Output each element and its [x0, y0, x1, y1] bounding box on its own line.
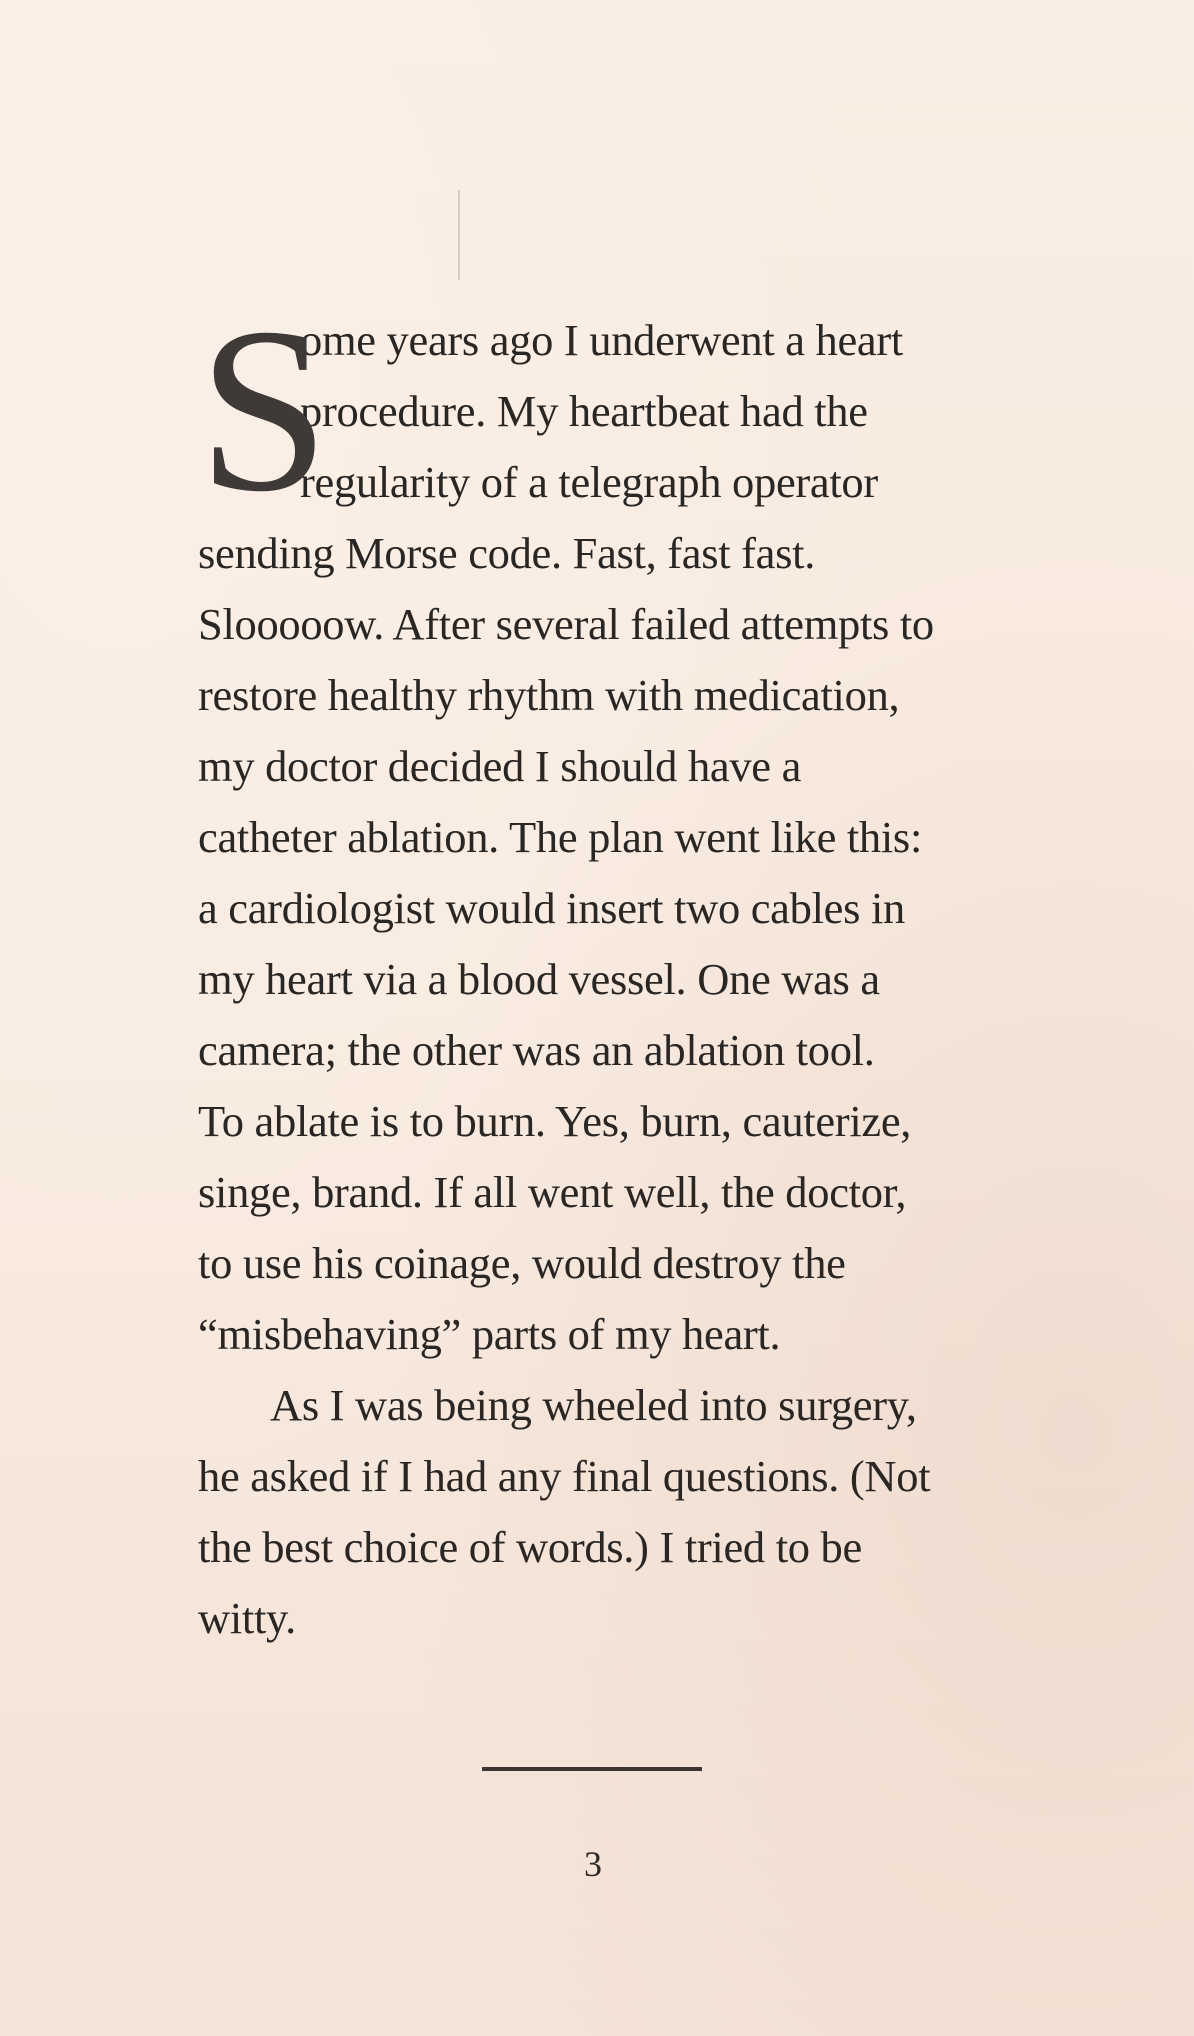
page-number: 3: [584, 1844, 602, 1884]
show-through-mark: [458, 190, 460, 280]
text-line: “misbehaving” parts of my heart.: [198, 1309, 781, 1359]
text-line: To ablate is to burn. Yes, burn, cauterize,: [198, 1096, 912, 1146]
text-line: a cardiologist would insert two cables in: [198, 883, 905, 933]
text-line: procedure. My heartbeat had the: [300, 386, 868, 436]
drop-cap: S: [198, 280, 329, 541]
body-text: [198, 280, 1008, 1654]
text-line: Slooooow. After several failed attempts to: [198, 599, 934, 649]
text-line: to use his coinage, would destroy the: [198, 1238, 846, 1288]
text-line: my doctor decided I should have a: [198, 741, 802, 791]
text-line: sending Morse code. Fast, fast fast.: [198, 528, 816, 578]
text-line: As I was being wheeled into surgery,: [270, 1380, 917, 1430]
paragraph-2: [198, 1370, 1008, 1654]
text-line: witty.: [198, 1593, 296, 1643]
text-line: singe, brand. If all went well, the doctor,: [198, 1167, 907, 1217]
text-line: camera; the other was an ablation tool.: [198, 1025, 875, 1075]
text-line: catheter ablation. The plan went like this:: [198, 812, 923, 862]
text-line: my heart via a blood vessel. One was a: [198, 954, 880, 1004]
text-line: he asked if I had any final questions. (Not: [198, 1451, 931, 1501]
text-line: regularity of a telegraph operator: [300, 457, 878, 507]
text-line: ome years ago I underwent a heart: [300, 315, 903, 365]
text-line: the best choice of words.) I tried to be: [198, 1522, 862, 1572]
section-rule: [482, 1767, 702, 1771]
text-line: restore healthy rhythm with medication,: [198, 670, 900, 720]
